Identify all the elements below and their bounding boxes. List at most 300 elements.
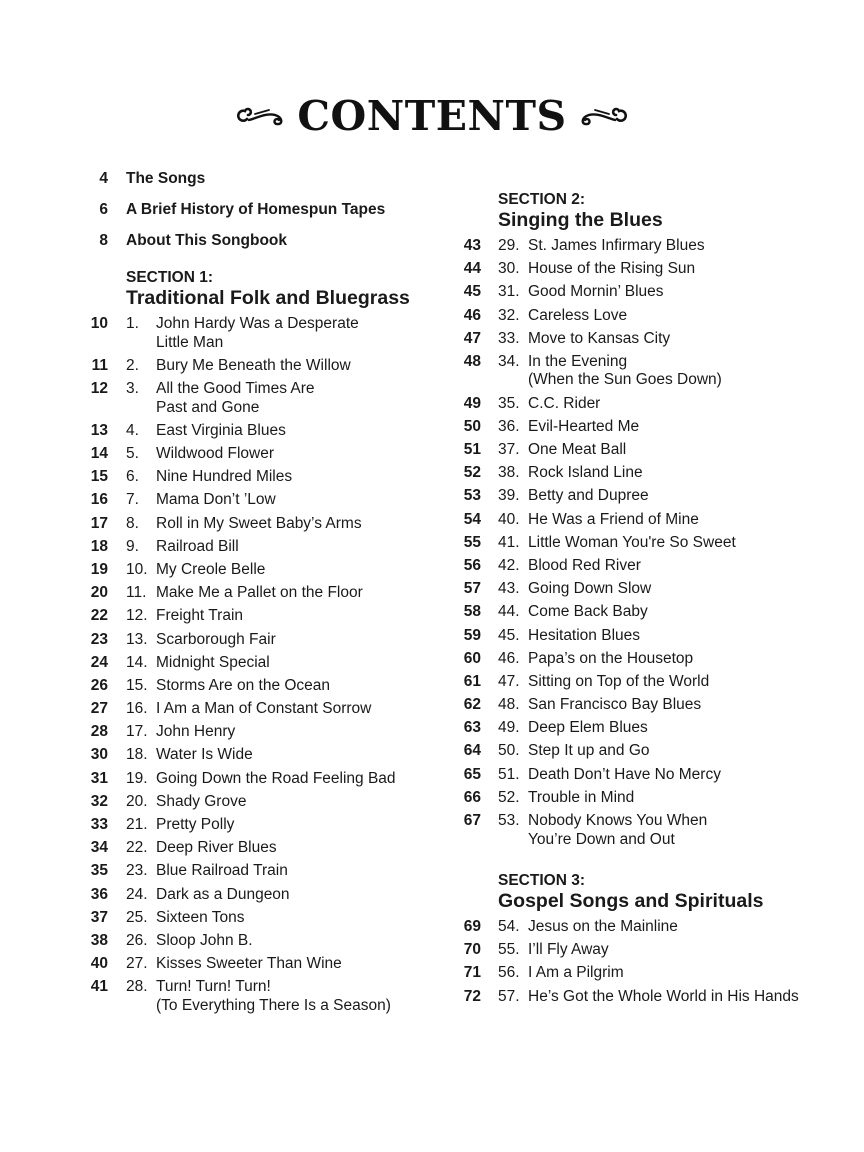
- song-entry[interactable]: [458, 580, 838, 599]
- intro-label: The Songs: [126, 170, 206, 187]
- song-entry[interactable]: [458, 988, 838, 1007]
- section-number: SECTION 2:: [498, 191, 585, 208]
- song-number: 25.: [126, 908, 148, 926]
- section-number: SECTION 1:: [126, 269, 213, 287]
- song-entry[interactable]: [458, 283, 838, 302]
- song-number: 17.: [126, 723, 148, 741]
- song-number: 27.: [126, 955, 148, 973]
- song-title-line: House of the Rising Sun: [528, 260, 696, 278]
- intro-item[interactable]: [86, 170, 436, 189]
- song-title: [528, 603, 838, 622]
- song-title-line: Rock Island Line: [528, 464, 643, 482]
- page-number: 58: [463, 603, 481, 621]
- page-number: 72: [463, 987, 481, 1005]
- song-entry[interactable]: [458, 534, 838, 553]
- song-entry[interactable]: [86, 700, 436, 719]
- section-2: [458, 190, 838, 849]
- song-title-line: C.C. Rider: [528, 394, 601, 412]
- song-entry[interactable]: [86, 909, 436, 928]
- song-title-line: Move to Kansas City: [528, 329, 671, 347]
- song-entry[interactable]: [458, 673, 838, 692]
- song-number: 14.: [126, 653, 148, 671]
- page-number: 12: [90, 380, 108, 398]
- song-number: 4.: [126, 421, 139, 439]
- song-entry[interactable]: [86, 862, 436, 881]
- page-number: 23: [90, 630, 108, 648]
- song-entry[interactable]: [458, 557, 838, 576]
- page-number: 47: [463, 329, 481, 347]
- song-entry[interactable]: [86, 886, 436, 905]
- page-number: 66: [463, 788, 481, 806]
- song-title: [528, 673, 838, 692]
- song-title: [528, 964, 838, 983]
- page-number: 31: [90, 769, 108, 787]
- song-number: 51.: [498, 765, 520, 783]
- song-title-line: Papa’s on the Housetop: [528, 649, 694, 667]
- song-number: 5.: [126, 445, 139, 463]
- page-number: 56: [463, 556, 481, 574]
- page-number: 18: [90, 537, 108, 555]
- song-entry[interactable]: [86, 793, 436, 812]
- page-number: 8: [99, 231, 108, 249]
- song-title: [528, 534, 838, 553]
- page-number: 26: [90, 676, 108, 694]
- song-title-line: Freight Train: [156, 607, 244, 625]
- song-number: 20.: [126, 792, 148, 810]
- song-entry[interactable]: [458, 918, 838, 937]
- song-title-line: I Am a Pilgrim: [528, 964, 624, 982]
- song-entry[interactable]: [86, 584, 436, 603]
- page-number: 69: [463, 918, 481, 935]
- song-title: [156, 422, 436, 441]
- song-title-line: One Meat Ball: [528, 441, 627, 458]
- page-number: 43: [463, 237, 481, 254]
- song-number: 30.: [498, 260, 520, 278]
- song-title: [528, 988, 838, 1007]
- song-entry[interactable]: [86, 491, 436, 510]
- section-name: Singing the Blues: [498, 209, 663, 231]
- song-title-line: Kisses Sweeter Than Wine: [156, 955, 342, 973]
- song-entry[interactable]: [86, 515, 436, 534]
- song-entry[interactable]: [458, 307, 838, 326]
- song-title-line: Blood Red River: [528, 556, 641, 574]
- song-title-line: He Was a Friend of Mine: [528, 510, 699, 528]
- page-number: 38: [90, 931, 108, 949]
- song-number: 18.: [126, 746, 148, 764]
- song-title-line: John Hardy Was a Desperate: [156, 315, 359, 333]
- song-title-line: East Virginia Blues: [156, 421, 286, 439]
- page-number: 37: [90, 908, 108, 926]
- song-number: 26.: [126, 931, 148, 949]
- section-3: [458, 871, 838, 1006]
- song-title: [156, 654, 436, 673]
- song-entry[interactable]: [458, 650, 838, 669]
- song-number: 29.: [498, 237, 520, 254]
- song-title-line: Make Me a Pallet on the Floor: [156, 584, 363, 602]
- song-entry[interactable]: [86, 978, 436, 1015]
- song-entry[interactable]: [86, 445, 436, 464]
- song-title-line: Bury Me Beneath the Willow: [156, 356, 351, 374]
- song-title-line: St. James Infirmary Blues: [528, 237, 705, 254]
- flourish-left-icon: [235, 103, 287, 129]
- song-number: 1.: [126, 315, 139, 333]
- song-entry[interactable]: [86, 955, 436, 974]
- song-title-line: Come Back Baby: [528, 603, 648, 621]
- song-title: [528, 395, 838, 414]
- page-number: 54: [463, 510, 481, 528]
- song-number: 45.: [498, 626, 520, 644]
- song-title-line: Nine Hundred Miles: [156, 468, 293, 486]
- song-title-line: Past and Gone: [156, 398, 260, 416]
- song-title-line: Good Mornin’ Blues: [528, 283, 664, 301]
- song-title-line: San Francisco Bay Blues: [528, 696, 702, 714]
- page-number: 13: [90, 421, 108, 439]
- section-heading: [498, 190, 838, 232]
- song-number: 34.: [498, 352, 520, 370]
- song-entry[interactable]: [458, 964, 838, 983]
- page-number: 36: [90, 885, 108, 903]
- song-title: [156, 770, 436, 789]
- page-number: 22: [90, 607, 108, 625]
- song-title-line: Going Down the Road Feeling Bad: [156, 769, 396, 787]
- song-title: [528, 918, 838, 937]
- song-number: 53.: [498, 812, 520, 829]
- page-number: 41: [90, 978, 108, 996]
- song-title-line: In the Evening: [528, 352, 628, 370]
- left-column: [86, 170, 436, 1020]
- page-number: 57: [463, 580, 481, 598]
- song-title: [528, 511, 838, 530]
- song-title: [156, 677, 436, 696]
- song-title-line: Dark as a Dungeon: [156, 885, 290, 903]
- page-number: 50: [463, 417, 481, 435]
- song-entry[interactable]: [458, 464, 838, 483]
- section-name: Traditional Folk and Bluegrass: [126, 287, 410, 310]
- page-number: 28: [90, 723, 108, 741]
- page-number: 4: [99, 170, 108, 187]
- song-entry[interactable]: [86, 422, 436, 441]
- page-number: 61: [463, 672, 481, 690]
- page-number: 11: [91, 356, 108, 374]
- song-entry[interactable]: [86, 677, 436, 696]
- song-number: 16.: [126, 700, 148, 718]
- song-number: 49.: [498, 719, 520, 737]
- song-number: 2.: [126, 356, 139, 374]
- song-title: [156, 932, 436, 951]
- song-title-line: Pretty Polly: [156, 816, 235, 834]
- section-number: SECTION 3:: [498, 872, 585, 889]
- song-title: [156, 839, 436, 858]
- song-number: 43.: [498, 580, 520, 598]
- intro-label: About This Songbook: [126, 231, 288, 249]
- song-number: 23.: [126, 862, 148, 880]
- song-title: [156, 631, 436, 650]
- song-title-line: Trouble in Mind: [528, 788, 635, 806]
- song-entry[interactable]: [86, 561, 436, 580]
- song-title: [528, 237, 838, 256]
- song-title: [156, 445, 436, 464]
- page-number: 59: [463, 626, 481, 644]
- page-number: 15: [90, 468, 108, 486]
- song-title: [156, 700, 436, 719]
- song-number: 57.: [498, 987, 520, 1005]
- song-title-line: Little Woman You're So Sweet: [528, 533, 736, 551]
- right-column: [458, 190, 838, 1011]
- song-entry[interactable]: [458, 441, 838, 460]
- song-title: [528, 260, 838, 279]
- song-title-line: He’s Got the Whole World in His Hands: [528, 987, 799, 1005]
- song-entry[interactable]: [458, 330, 838, 349]
- page-number: 62: [463, 696, 481, 714]
- song-title-line: Evil-Hearted Me: [528, 417, 640, 435]
- song-title: [528, 557, 838, 576]
- song-title-line: Storms Are on the Ocean: [156, 676, 331, 694]
- song-title: [528, 812, 838, 849]
- song-title: [156, 909, 436, 928]
- song-title-line: Water Is Wide: [156, 746, 253, 764]
- page-number: 32: [90, 792, 108, 810]
- song-number: 11.: [126, 584, 147, 602]
- song-entry[interactable]: [458, 395, 838, 414]
- song-number: 44.: [498, 603, 520, 621]
- page-number: 65: [463, 765, 481, 783]
- song-number: 33.: [498, 329, 520, 347]
- song-number: 21.: [126, 816, 148, 834]
- page-number: 33: [90, 816, 108, 834]
- page-number: 19: [90, 560, 108, 578]
- song-title: [156, 607, 436, 626]
- section-heading: [498, 871, 838, 913]
- song-number: 41.: [498, 533, 520, 551]
- song-number: 24.: [126, 885, 148, 903]
- song-title-line: Midnight Special: [156, 653, 270, 671]
- song-number: 40.: [498, 510, 520, 528]
- song-entry[interactable]: [458, 627, 838, 646]
- page-number: 55: [463, 533, 481, 551]
- song-title-line: Roll in My Sweet Baby’s Arms: [156, 514, 362, 532]
- page-number: 53: [463, 487, 481, 505]
- song-entry[interactable]: [458, 353, 838, 390]
- song-title: [156, 816, 436, 835]
- page-number: 63: [463, 719, 481, 737]
- song-entry[interactable]: [458, 742, 838, 761]
- song-title-line: Shady Grove: [156, 792, 247, 810]
- song-entry[interactable]: [86, 380, 436, 417]
- song-title-line: Sloop John B.: [156, 931, 253, 949]
- song-title-line: Nobody Knows You When: [528, 812, 708, 829]
- song-title-line: Going Down Slow: [528, 580, 652, 598]
- song-title-line: Jesus on the Mainline: [528, 918, 678, 935]
- song-title: [156, 561, 436, 580]
- page-number: 60: [463, 649, 481, 667]
- page-number: 49: [463, 394, 481, 412]
- song-entry[interactable]: [458, 696, 838, 715]
- song-number: 37.: [498, 441, 520, 458]
- song-title: [528, 353, 838, 390]
- song-title-line: Hesitation Blues: [528, 626, 641, 644]
- song-number: 32.: [498, 306, 520, 324]
- song-title: [528, 441, 838, 460]
- section-name: Gospel Songs and Spirituals: [498, 890, 764, 912]
- song-number: 19.: [126, 769, 148, 787]
- song-entry[interactable]: [86, 723, 436, 742]
- song-entry[interactable]: [86, 357, 436, 376]
- page-number: 10: [90, 315, 108, 333]
- song-title-line: Blue Railroad Train: [156, 862, 288, 880]
- song-entry[interactable]: [86, 654, 436, 673]
- song-entry[interactable]: [458, 812, 838, 849]
- song-title: [156, 491, 436, 510]
- song-title: [156, 955, 436, 974]
- page-number: 20: [90, 584, 108, 602]
- song-title: [156, 584, 436, 603]
- song-number: 48.: [498, 696, 520, 714]
- song-title: [156, 515, 436, 534]
- song-entry[interactable]: [86, 932, 436, 951]
- flourish-right-icon: [577, 103, 629, 129]
- page-number: 27: [90, 700, 108, 718]
- song-title: [156, 886, 436, 905]
- song-entry[interactable]: [86, 607, 436, 626]
- song-number: 10.: [126, 560, 148, 578]
- song-title: [156, 468, 436, 487]
- song-title-line: All the Good Times Are: [156, 380, 315, 398]
- page-number: 45: [463, 283, 481, 301]
- song-entry[interactable]: [458, 260, 838, 279]
- song-entry[interactable]: [458, 719, 838, 738]
- song-entry[interactable]: [86, 816, 436, 835]
- song-title: [156, 538, 436, 557]
- song-title-line: John Henry: [156, 723, 236, 741]
- song-title-line: (When the Sun Goes Down): [528, 371, 722, 389]
- song-title: [528, 307, 838, 326]
- page-number: 17: [90, 514, 108, 532]
- song-number: 3.: [126, 380, 139, 398]
- song-title: [528, 330, 838, 349]
- song-entry[interactable]: [86, 468, 436, 487]
- song-number: 54.: [498, 918, 520, 935]
- song-title: [156, 978, 436, 1015]
- song-title: [528, 283, 838, 302]
- page-number: 70: [463, 941, 481, 959]
- song-entry[interactable]: [458, 789, 838, 808]
- song-title-line: Sixteen Tons: [156, 908, 245, 926]
- song-title-line: (To Everything There Is a Season): [156, 996, 391, 1014]
- song-number: 35.: [498, 394, 520, 412]
- song-entry[interactable]: [86, 770, 436, 789]
- intro-item[interactable]: [86, 232, 436, 251]
- page-number: 34: [90, 839, 108, 857]
- song-entry[interactable]: [86, 631, 436, 650]
- song-number: 55.: [498, 941, 520, 959]
- intro-item[interactable]: [86, 201, 436, 220]
- song-entry[interactable]: [86, 538, 436, 557]
- song-title-line: Sitting on Top of the World: [528, 672, 710, 690]
- song-entry[interactable]: [86, 839, 436, 858]
- song-number: 28.: [126, 978, 148, 996]
- song-number: 52.: [498, 788, 520, 806]
- song-entry[interactable]: [458, 766, 838, 785]
- song-title: [528, 941, 838, 960]
- song-title-line: Step It up and Go: [528, 742, 650, 760]
- section-1: [86, 268, 436, 1015]
- song-title-line: Death Don’t Have No Mercy: [528, 765, 721, 783]
- song-title: [156, 746, 436, 765]
- song-title: [156, 357, 436, 376]
- song-title-line: Railroad Bill: [156, 537, 239, 555]
- song-title-line: Scarborough Fair: [156, 630, 276, 648]
- song-number: 13.: [126, 630, 148, 648]
- section-heading: [126, 268, 436, 310]
- song-title-line: Deep Elem Blues: [528, 719, 648, 737]
- page-number: 30: [90, 746, 108, 764]
- page-number: 67: [463, 812, 481, 829]
- song-number: 42.: [498, 556, 520, 574]
- song-number: 12.: [126, 607, 148, 625]
- page-number: 71: [463, 964, 481, 982]
- intro-label: A Brief History of Homespun Tapes: [126, 200, 386, 218]
- page-number: 51: [463, 441, 481, 458]
- page-number: 24: [90, 653, 108, 671]
- song-title: [528, 696, 838, 715]
- song-title-line: Little Man: [156, 333, 224, 351]
- song-entry[interactable]: [86, 315, 436, 352]
- song-title: [156, 862, 436, 881]
- page-number: 35: [90, 862, 108, 880]
- song-title-line: Mama Don’t ’Low: [156, 491, 276, 509]
- song-number: 22.: [126, 839, 148, 857]
- song-number: 7.: [126, 491, 139, 509]
- page-number: 48: [463, 352, 481, 370]
- song-number: 46.: [498, 649, 520, 667]
- song-title-line: I’ll Fly Away: [528, 941, 609, 959]
- song-title: [528, 464, 838, 483]
- song-title-line: I Am a Man of Constant Sorrow: [156, 700, 372, 718]
- song-entry[interactable]: [458, 511, 838, 530]
- song-number: 47.: [498, 672, 520, 690]
- song-number: 31.: [498, 283, 520, 301]
- song-title: [528, 487, 838, 506]
- song-entry[interactable]: [458, 941, 838, 960]
- intro-list: [86, 170, 436, 250]
- song-number: 6.: [126, 468, 139, 486]
- song-title-line: Careless Love: [528, 306, 628, 324]
- song-number: 39.: [498, 487, 520, 505]
- song-entry[interactable]: [458, 603, 838, 622]
- song-entry[interactable]: [458, 418, 838, 437]
- song-number: 9.: [126, 537, 139, 555]
- song-entry[interactable]: [458, 487, 838, 506]
- page-number: 44: [463, 260, 481, 278]
- song-entry[interactable]: [458, 237, 838, 256]
- song-title: [156, 723, 436, 742]
- song-title-line: My Creole Belle: [156, 560, 266, 578]
- page-number: 40: [90, 955, 108, 973]
- song-title: [528, 650, 838, 669]
- song-title-line: Deep River Blues: [156, 839, 277, 857]
- song-title: [528, 627, 838, 646]
- song-title-line: Turn! Turn! Turn!: [156, 978, 271, 996]
- song-entry[interactable]: [86, 746, 436, 765]
- song-title: [156, 380, 436, 417]
- song-title: [528, 766, 838, 785]
- song-number: 38.: [498, 464, 520, 482]
- page-number: 14: [90, 445, 108, 463]
- song-title: [528, 418, 838, 437]
- page-number: 64: [463, 742, 481, 760]
- song-number: 36.: [498, 417, 520, 435]
- page-number: 46: [463, 306, 481, 324]
